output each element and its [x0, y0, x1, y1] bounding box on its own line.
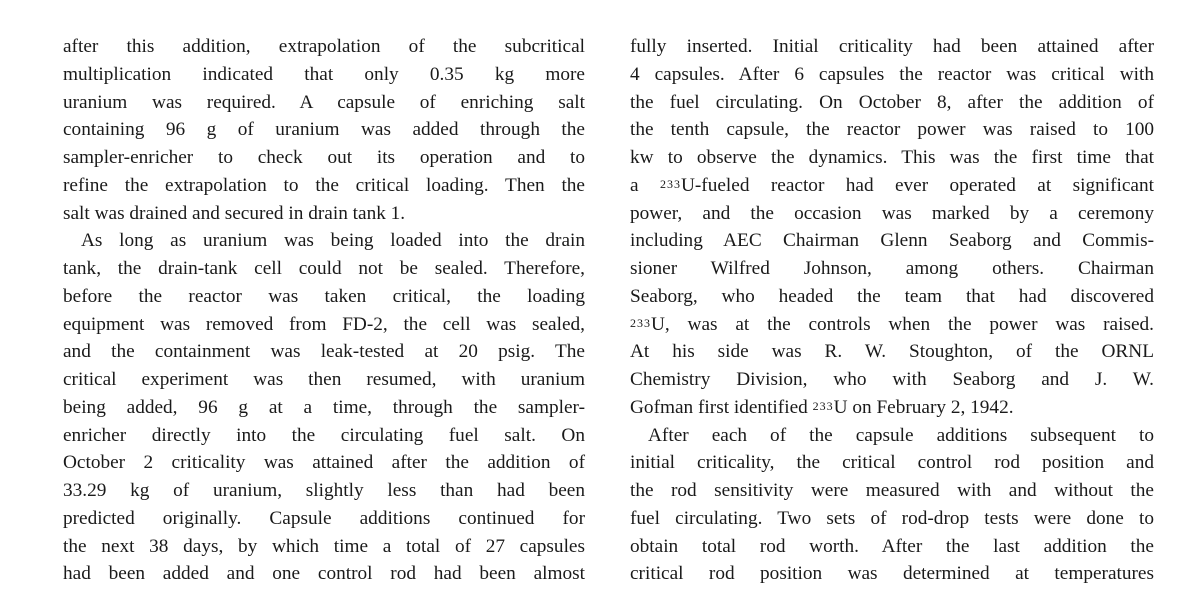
text-line: the next 38 days, by which time a total of 27 capsules — [63, 535, 585, 557]
text-line — [630, 449, 1154, 477]
text-span: U-fueled reactor had ever operated at significant — [680, 174, 1154, 196]
text-span: the rod sensitivity were measured with and without the — [630, 480, 1154, 501]
text-span: obtain total rod worth. After the last addition the — [630, 535, 1154, 557]
text-line: after this addition, extrapolation of the subcritical — [63, 36, 585, 57]
text-line: containing 96 g of uranium was added through the — [63, 119, 585, 141]
isotope-superscript: 233 — [659, 176, 681, 191]
text-line: uranium was required. A capsule of enriching salt — [63, 91, 585, 113]
text-line: 33.29 kg of uranium, slightly less than had been — [63, 480, 585, 501]
text-span: fuel circulating. Two sets of rod-drop tests were done to — [630, 507, 1154, 529]
text-line: As long as uranium was being loaded into the drain — [81, 230, 585, 252]
text-line: being added, 96 g at a time, through the sampler- — [63, 396, 585, 418]
text-line — [630, 89, 1154, 117]
text-span: initial criticality, the critical control rod position and — [630, 452, 1154, 474]
text-span: a — [630, 174, 660, 196]
text-line — [630, 394, 1154, 422]
text-span: After each of the capsule additions subsequent to — [648, 424, 1154, 446]
left-text-column — [63, 33, 585, 588]
text-span: power, and the occasion was marked by a ceremony — [630, 202, 1154, 224]
text-line — [630, 116, 1154, 144]
text-line — [630, 283, 1154, 311]
text-span: the tenth capsule, the reactor power was raised to 100 — [630, 119, 1154, 141]
text-line — [630, 338, 1154, 366]
text-line: tank, the drain-tank cell could not be sealed. Therefore, — [63, 258, 585, 279]
text-span: kw to observe the dynamics. This was the first time that — [630, 147, 1154, 168]
text-line — [630, 144, 1154, 172]
text-line — [630, 533, 1154, 561]
text-line — [630, 33, 1154, 61]
text-span: Seaborg, who headed the team that had discovered — [630, 285, 1154, 307]
text-line — [630, 311, 1154, 339]
isotope-superscript: 233 — [630, 315, 651, 330]
text-span: Chemistry Division, who with Seaborg and J. W. — [630, 369, 1154, 390]
text-line: predicted originally. Capsule additions continued for — [63, 507, 585, 529]
text-span: U on February 2, 1942. — [833, 396, 1014, 418]
text-line — [630, 255, 1154, 283]
text-span: sioner Wilfred Johnson, among others. Chairman — [630, 258, 1154, 279]
text-line: and the containment was leak-tested at 20 psig. The — [63, 341, 585, 363]
text-line — [630, 560, 1154, 588]
isotope-superscript: 233 — [812, 398, 834, 413]
text-span: Gofman first identified — [630, 396, 813, 418]
text-span: fully inserted. Initial criticality had been attained after — [630, 36, 1154, 57]
text-line — [630, 200, 1154, 228]
text-line — [630, 477, 1154, 505]
text-line — [630, 366, 1154, 394]
text-line: salt was drained and secured in drain tank 1. — [63, 202, 406, 224]
text-line: multiplication indicated that only 0.35 kg more — [63, 63, 585, 85]
text-span: critical rod position was determined at temperatures — [630, 563, 1154, 585]
text-span: including AEC Chairman Glenn Seaborg and Commis- — [630, 230, 1154, 252]
text-line: October 2 criticality was attained after the addition of — [63, 452, 585, 474]
text-span: U, was at the controls when the power was raised. — [651, 313, 1154, 335]
text-line: critical experiment was then resumed, with uranium — [63, 369, 585, 390]
right-text-column — [630, 33, 1154, 588]
text-span: the fuel circulating. On October 8, after the addition of — [630, 91, 1154, 113]
text-line: before the reactor was taken critical, the loading — [63, 285, 585, 307]
text-span: At his side was R. W. Stoughton, of the ORNL — [630, 341, 1154, 363]
text-line: enricher directly into the circulating fuel salt. On — [63, 424, 585, 446]
text-span: 4 capsules. After 6 capsules the reactor was critical with — [630, 63, 1154, 85]
text-line: sampler-enricher to check out its operation and to — [63, 147, 585, 168]
text-line — [630, 172, 1154, 200]
text-line — [630, 61, 1154, 89]
text-line — [630, 505, 1154, 533]
text-line: refine the extrapolation to the critical loading. Then the — [63, 174, 585, 196]
text-line: equipment was removed from FD-2, the cell was sealed, — [63, 313, 585, 335]
text-line — [630, 227, 1154, 255]
text-line — [630, 422, 1154, 450]
text-line: had been added and one control rod had been almost — [63, 563, 585, 585]
